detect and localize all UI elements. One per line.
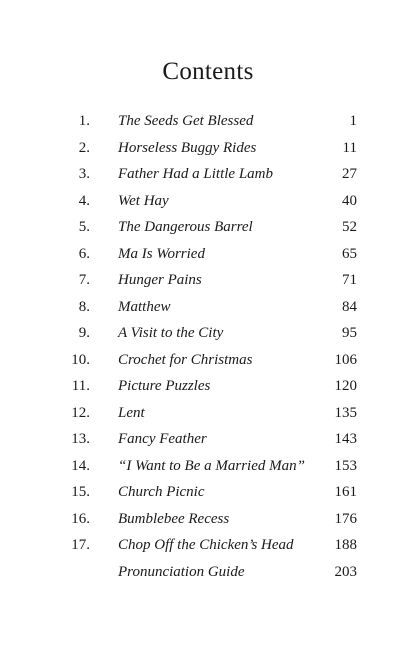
- chapter-title: The Dangerous Barrel: [118, 219, 253, 235]
- chapter-number: 1.: [78, 113, 90, 129]
- page-number: 153: [334, 457, 357, 474]
- toc-entry: [0, 453, 416, 480]
- page-number: 40: [342, 192, 357, 209]
- chapter-number: 14.: [71, 457, 90, 474]
- toc-entry: [0, 532, 416, 559]
- chapter-number: 13.: [71, 431, 90, 447]
- chapter-number: 17.: [71, 537, 90, 553]
- page-number: 11: [342, 139, 357, 156]
- chapter-title: The Seeds Get Blessed: [118, 113, 254, 129]
- chapter-number: 9.: [78, 325, 90, 341]
- page-number: 95: [342, 325, 357, 341]
- chapter-number: 7.: [78, 272, 90, 288]
- chapter-title: Church Picnic: [118, 484, 205, 500]
- page-number: 71: [342, 272, 357, 288]
- chapter-number: 11.: [71, 378, 90, 394]
- page-number: 176: [334, 510, 357, 527]
- toc-entry: [0, 241, 416, 268]
- toc-entry: [0, 294, 416, 321]
- chapter-title: Bumblebee Recess: [118, 510, 230, 527]
- page-number: 188: [334, 537, 357, 553]
- toc-entry: [0, 400, 416, 427]
- toc-entry: [0, 373, 416, 400]
- chapter-title: Wet Hay: [118, 192, 169, 209]
- chapter-number: 4.: [78, 192, 90, 209]
- chapter-number: 2.: [78, 139, 90, 156]
- chapter-title: Pronunciation Guide: [118, 563, 245, 580]
- page-number: 106: [334, 351, 357, 368]
- table-of-contents: [0, 108, 416, 585]
- chapter-number: 5.: [78, 219, 90, 235]
- chapter-title: Father Had a Little Lamb: [118, 166, 274, 182]
- chapter-number: 12.: [71, 404, 90, 421]
- page-number: 65: [342, 245, 357, 262]
- toc-entry: [0, 108, 416, 135]
- toc-entry: [0, 347, 416, 374]
- chapter-number: 6.: [78, 245, 90, 262]
- toc-entry: [0, 320, 416, 347]
- page-number: 135: [334, 404, 357, 421]
- page-title: Contents: [162, 58, 254, 85]
- page-number: 27: [342, 166, 357, 182]
- chapter-title: Picture Puzzles: [118, 378, 211, 394]
- chapter-title: Hunger Pains: [118, 272, 202, 288]
- page-number: 203: [334, 563, 357, 580]
- toc-entry: [0, 161, 416, 188]
- chapter-title: Horseless Buggy Rides: [118, 139, 257, 156]
- chapter-number: 16.: [71, 510, 90, 527]
- chapter-number: 15.: [71, 484, 90, 500]
- toc-entry: [0, 426, 416, 453]
- toc-entry: [0, 135, 416, 162]
- page-number: 120: [334, 378, 357, 394]
- page-number: 143: [334, 431, 357, 447]
- toc-entry: [0, 188, 416, 215]
- chapter-title: Chop Off the Chicken’s Head: [118, 537, 294, 553]
- page-number: 161: [334, 484, 357, 500]
- page-number: 84: [342, 298, 357, 315]
- toc-entry: [0, 479, 416, 506]
- chapter-number: 3.: [78, 166, 90, 182]
- toc-entry: [0, 214, 416, 241]
- toc-entry-pronunciation-guide: [0, 559, 416, 586]
- chapter-title: “I Want to Be a Married Man”: [118, 457, 305, 474]
- chapter-number: 10.: [71, 351, 90, 368]
- chapter-title: Lent: [118, 404, 145, 421]
- page-number: 52: [342, 219, 357, 235]
- page-number: 1: [349, 113, 357, 129]
- chapter-title: Fancy Feather: [118, 431, 207, 447]
- toc-entry: [0, 506, 416, 533]
- toc-entry: [0, 267, 416, 294]
- chapter-title: Matthew: [118, 298, 171, 315]
- chapter-title: Crochet for Christmas: [118, 351, 253, 368]
- chapter-title: Ma Is Worried: [118, 245, 205, 262]
- chapter-number: 8.: [78, 298, 90, 315]
- chapter-title: A Visit to the City: [118, 325, 224, 341]
